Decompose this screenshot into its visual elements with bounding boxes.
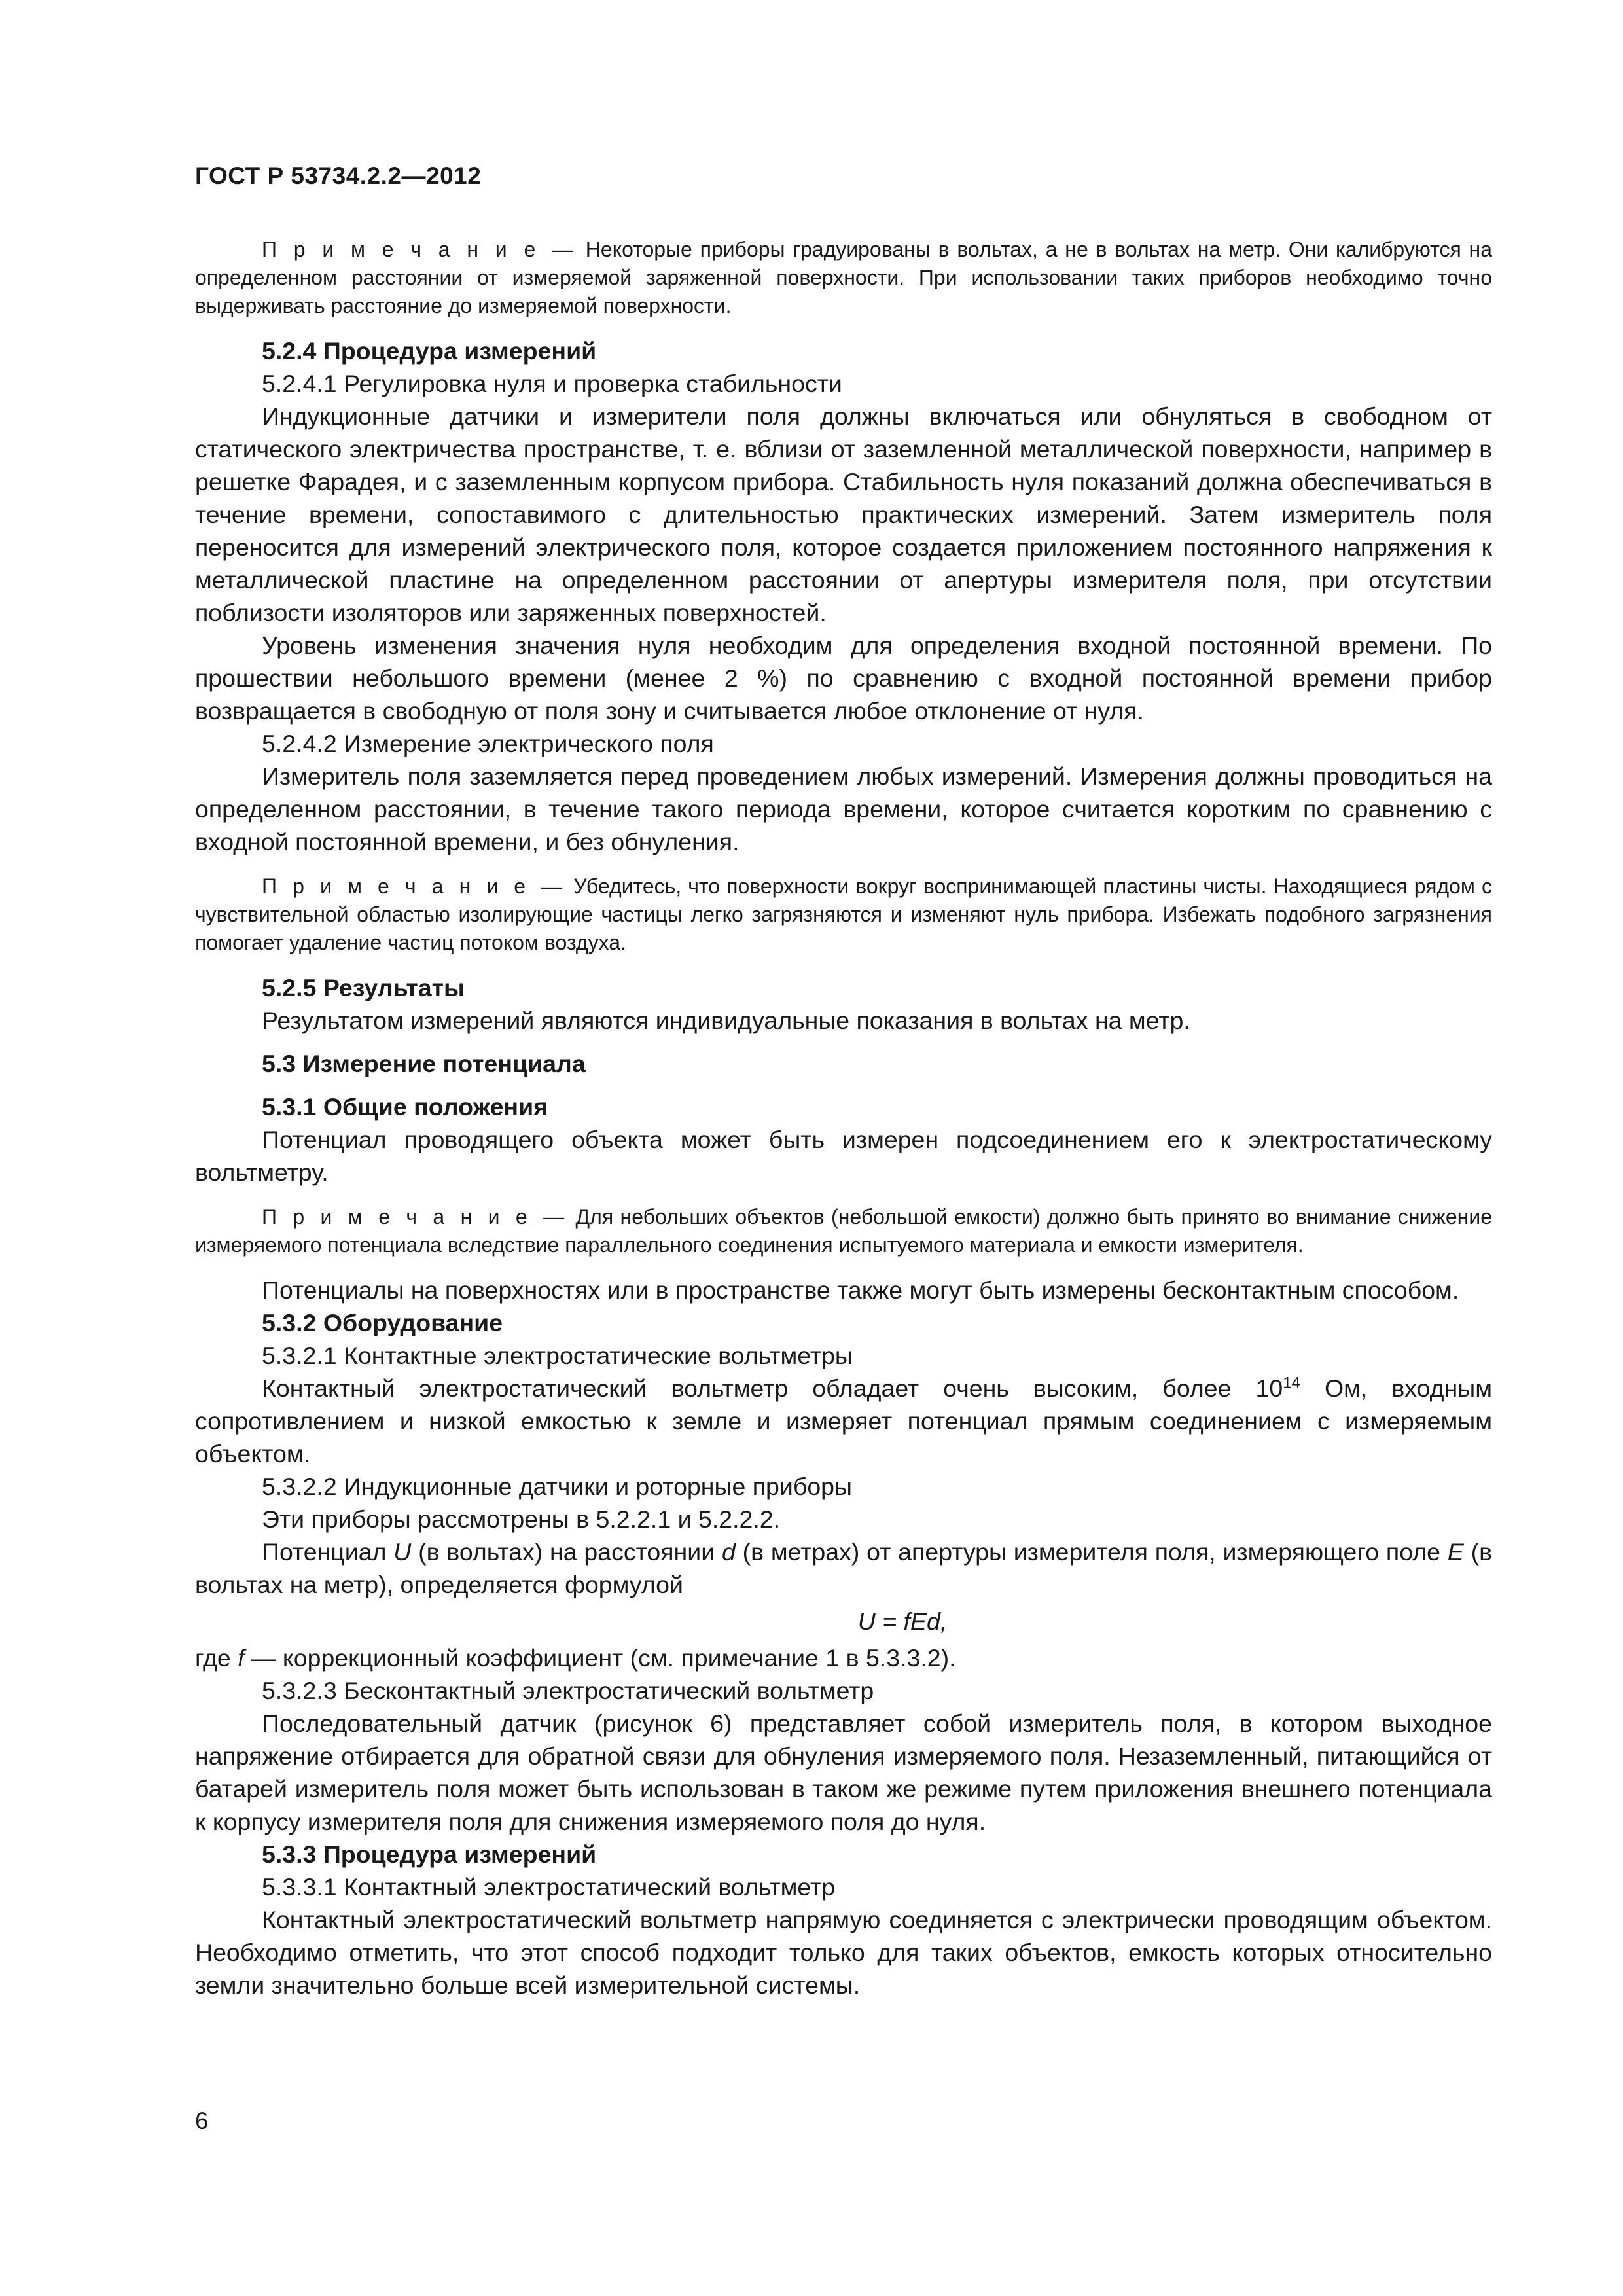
- section-5-3-2-1-paragraph-1: [195, 1372, 1492, 1470]
- text-run: (в метрах) от апертуры измерителя поля, измеряющего поле: [735, 1538, 1448, 1566]
- section-5-3-2-3-title: 5.3.2.3 Бесконтактный электростатический вольтметр: [262, 1677, 874, 1704]
- section-5-3-3-title: 5.3.3 Процедура измерений: [262, 1840, 597, 1868]
- formula-where: [195, 1641, 1492, 1674]
- section-5-2-5-title: 5.2.5 Результаты: [262, 974, 465, 1001]
- text-run: где: [195, 1644, 238, 1672]
- note-label: П р и м е ч а н и е —: [262, 874, 567, 898]
- superscript: 14: [1283, 1374, 1300, 1392]
- note-2: [195, 872, 1492, 957]
- section-5-3-1-paragraph-1: Потенциал проводящего объекта может быть измерен подсоединением его к электростатическому вольтметру.: [195, 1126, 1492, 1186]
- variable-E: E: [1447, 1538, 1464, 1566]
- section-5-2-4-1-paragraph-2: Уровень изменения значения нуля необходим для определения входной постоянной времени. По прошествии небольшого времени (менее 2 %) по сравнению с входной постоянной времени прибор возвращается в свободную от поля зону и считывается любое отклонение от нуля.: [195, 632, 1492, 725]
- page-body: [195, 236, 1492, 2001]
- section-5-3-2-3-paragraph-1: Последовательный датчик (рисунок 6) представляет собой измеритель поля, в котором выходное напряжение отбирается для обратной связи для обнуления измеряемого поля. Незаземленный, питающийся от батарей измеритель поля может быть использован в таком же режиме путем приложения внешнего потенциала к корпусу измерителя поля для снижения измеряемого поля до нуля.: [195, 1710, 1492, 1835]
- section-5-2-5-paragraph-1: Результатом измерений являются индивидуальные показания в вольтах на метр.: [262, 1007, 1190, 1034]
- section-5-2-4-title: 5.2.4 Процедура измерений: [262, 337, 597, 365]
- section-5-2-4-2-title: 5.2.4.2 Измерение электрического поля: [262, 730, 714, 757]
- section-5-3-3-1-title: 5.3.3.1 Контактный электростатический вольтметр: [262, 1873, 836, 1901]
- page-number: 6: [195, 2108, 209, 2134]
- variable-d: d: [721, 1538, 736, 1566]
- text-run: — коррекционный коэффициент (см. примечание 1 в 5.3.3.2).: [244, 1644, 956, 1672]
- text-run: Ом, входным сопротивлением и низкой емкостью к земле и измеряет потенциал прямым соединением с измеряемым объектом.: [195, 1374, 1492, 1467]
- note-label: П р и м е ч а н и е —: [262, 1205, 569, 1229]
- section-5-2-4-1-paragraph-1: Индукционные датчики и измерители поля должны включаться или обнуляться в свободном от статического электричества пространстве, т. е. вблизи от заземленной металлической поверхности, например в решетке Фарадея, и с заземленным корпусом прибора. Стабильность нуля показаний должна обеспечиваться в течение времени, сопоставимого с длительностью практических измерений. Затем измеритель поля переносится для измерений электрического поля, которое создается приложением постоянного напряжения к металлической пластине на определенном расстоянии от апертуры измерителя поля, при отсутствии поблизости изоляторов или заряженных поверхностей.: [195, 403, 1492, 626]
- section-5-2-4-2-paragraph-1: Измеритель поля заземляется перед проведением любых измерений. Измерения должны проводиться на определенном расстоянии, в течение такого периода времени, которое считается коротким по сравнению с входной постоянной времени, и без обнуления.: [195, 762, 1492, 855]
- formula: U = fEd,: [857, 1607, 948, 1635]
- section-5-3-1-title: 5.3.1 Общие положения: [262, 1093, 548, 1121]
- section-5-3-3-1-paragraph-1: Контактный электростатический вольтметр напрямую соединяется с электрически проводящим объектом. Необходимо отметить, что этот способ подходит только для таких объектов, емкость которых относительно земли значительно больше всей измерительной системы.: [195, 1906, 1492, 1999]
- section-5-2-4-1-title: 5.2.4.1 Регулировка нуля и проверка стабильности: [262, 370, 842, 397]
- note-1: [195, 236, 1492, 320]
- text-run: (в вольтах) на расстоянии: [411, 1538, 722, 1566]
- note-label: П р и м е ч а н и е —: [262, 238, 579, 261]
- note-3: [195, 1203, 1492, 1259]
- text-run: Контактный электростатический вольтметр обладает очень высоким, более 10: [262, 1374, 1283, 1402]
- section-5-3-2-2-title: 5.3.2.2 Индукционные датчики и роторные приборы: [262, 1473, 852, 1500]
- section-5-3-2-2-paragraph-1: Эти приборы рассмотрены в 5.2.2.1 и 5.2.2.2.: [262, 1505, 781, 1533]
- section-5-3-2-1-title: 5.3.2.1 Контактные электростатические вольтметры: [262, 1342, 853, 1369]
- standard-header: ГОСТ Р 53734.2.2—2012: [195, 162, 482, 189]
- section-5-3-2-2-paragraph-2: [195, 1535, 1492, 1601]
- contactless-paragraph: Потенциалы на поверхностях или в пространстве также могут быть измерены бесконтактным способом.: [262, 1276, 1459, 1304]
- note-2-text: Убедитесь, что поверхности вокруг воспринимающей пластины чисты. Находящиеся рядом с чувствительной областью изолирующие частицы легко загрязняются и изменяют нуль прибора. Избежать подобного загрязнения помогает удаление частиц потоком воздуха.: [195, 874, 1493, 954]
- section-5-3-title: 5.3 Измерение потенциала: [262, 1050, 586, 1077]
- note-1-text: Некоторые приборы градуированы в вольтах, а не в вольтах на метр. Они калибруются на определенном расстоянии от измеряемой заряженной поверхности. При использовании таких приборов необходимо точно выдерживать расстояние до измеряемой поверхности.: [195, 238, 1493, 317]
- text-run: Потенциал: [262, 1538, 394, 1566]
- variable-f: f: [238, 1644, 245, 1672]
- text-run: (в вольтах на метр), определяется формулой: [195, 1538, 1492, 1598]
- variable-U: U: [393, 1538, 412, 1566]
- note-3-text: Для небольших объектов (небольшой емкости) должно быть принято во внимание снижение измеряемого потенциала вследствие параллельного соединения испытуемого материала и емкости измерителя.: [195, 1205, 1493, 1257]
- section-5-3-2-title: 5.3.2 Оборудование: [262, 1309, 503, 1336]
